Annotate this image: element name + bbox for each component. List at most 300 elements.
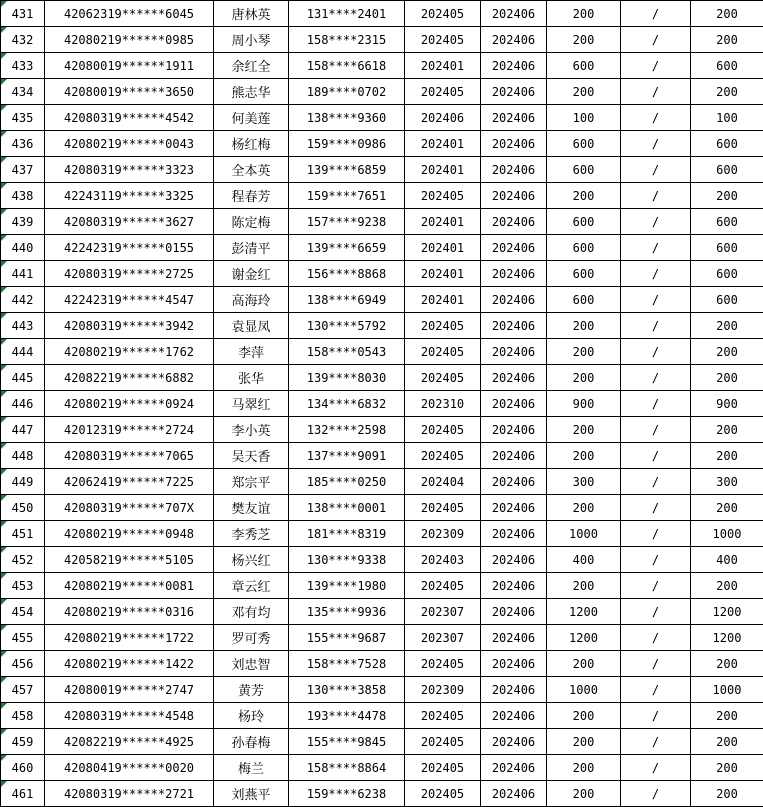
row-number-cell[interactable]: 461 [1, 781, 45, 807]
name-cell[interactable]: 杨红梅 [214, 131, 289, 157]
end-month-cell[interactable]: 202406 [481, 651, 547, 677]
table-body [1, 1, 763, 807]
name-cell[interactable]: 刘燕平 [214, 781, 289, 807]
row-number-cell[interactable]: 455 [1, 625, 45, 651]
name-cell[interactable]: 郑宗平 [214, 469, 289, 495]
amount-cell[interactable]: 200 [547, 781, 621, 807]
end-month-cell[interactable]: 202406 [481, 703, 547, 729]
id-number-cell[interactable]: 42080419******0020 [45, 755, 214, 781]
id-number-cell[interactable]: 42058219******5105 [45, 547, 214, 573]
separator-cell[interactable]: / [621, 781, 691, 807]
separator-cell[interactable]: / [621, 703, 691, 729]
phone-cell[interactable]: 181****8319 [289, 521, 405, 547]
separator-cell[interactable]: / [621, 53, 691, 79]
end-month-cell[interactable]: 202406 [481, 313, 547, 339]
name-cell[interactable]: 周小琴 [214, 27, 289, 53]
row-number-cell[interactable]: 449 [1, 469, 45, 495]
name-cell[interactable]: 黄芳 [214, 677, 289, 703]
row-number-cell[interactable]: 441 [1, 261, 45, 287]
id-number-cell[interactable]: 42080019******3650 [45, 79, 214, 105]
row-number-cell[interactable]: 458 [1, 703, 45, 729]
name-cell[interactable]: 谢金红 [214, 261, 289, 287]
table-row [1, 677, 763, 703]
row-number-cell[interactable]: 437 [1, 157, 45, 183]
row-number-cell[interactable]: 448 [1, 443, 45, 469]
end-month-cell[interactable]: 202406 [481, 599, 547, 625]
id-number-cell[interactable]: 42080319******2725 [45, 261, 214, 287]
id-number-cell[interactable]: 42080319******7065 [45, 443, 214, 469]
end-month-cell[interactable]: 202406 [481, 79, 547, 105]
row-number-cell[interactable]: 450 [1, 495, 45, 521]
row-number-cell[interactable]: 457 [1, 677, 45, 703]
separator-cell[interactable]: / [621, 391, 691, 417]
row-number-cell[interactable]: 456 [1, 651, 45, 677]
total-cell[interactable]: 200 [691, 365, 763, 391]
name-cell[interactable]: 李小英 [214, 417, 289, 443]
start-month-cell[interactable]: 202404 [405, 469, 481, 495]
name-cell[interactable]: 杨玲 [214, 703, 289, 729]
start-month-cell[interactable]: 202403 [405, 547, 481, 573]
phone-cell[interactable]: 157****9238 [289, 209, 405, 235]
row-number-cell[interactable]: 435 [1, 105, 45, 131]
start-month-cell[interactable]: 202405 [405, 183, 481, 209]
phone-cell[interactable]: 193****4478 [289, 703, 405, 729]
phone-cell[interactable]: 158****7528 [289, 651, 405, 677]
name-cell[interactable]: 余红全 [214, 53, 289, 79]
end-month-cell[interactable]: 202406 [481, 391, 547, 417]
name-cell[interactable]: 李秀芝 [214, 521, 289, 547]
end-month-cell[interactable]: 202406 [481, 53, 547, 79]
phone-cell[interactable]: 139****1980 [289, 573, 405, 599]
table-row [1, 781, 763, 807]
start-month-cell[interactable]: 202405 [405, 365, 481, 391]
separator-cell[interactable]: / [621, 625, 691, 651]
amount-cell[interactable]: 600 [547, 131, 621, 157]
amount-cell[interactable]: 1000 [547, 521, 621, 547]
amount-cell[interactable]: 600 [547, 261, 621, 287]
row-number-cell[interactable]: 443 [1, 313, 45, 339]
row-number-cell[interactable]: 445 [1, 365, 45, 391]
row-number-cell[interactable]: 459 [1, 729, 45, 755]
phone-cell[interactable]: 158****6618 [289, 53, 405, 79]
row-number-cell[interactable]: 433 [1, 53, 45, 79]
amount-cell[interactable]: 200 [547, 729, 621, 755]
id-number-cell[interactable]: 42080219******1762 [45, 339, 214, 365]
start-month-cell[interactable]: 202401 [405, 157, 481, 183]
amount-cell[interactable]: 600 [547, 235, 621, 261]
start-month-cell[interactable]: 202401 [405, 287, 481, 313]
amount-cell[interactable]: 200 [547, 1, 621, 27]
table-row [1, 183, 763, 209]
total-cell[interactable]: 600 [691, 209, 763, 235]
amount-cell[interactable]: 200 [547, 313, 621, 339]
row-number-cell[interactable]: 438 [1, 183, 45, 209]
amount-cell[interactable]: 300 [547, 469, 621, 495]
phone-cell[interactable]: 185****0250 [289, 469, 405, 495]
row-number-cell[interactable]: 442 [1, 287, 45, 313]
separator-cell[interactable]: / [621, 547, 691, 573]
end-month-cell[interactable]: 202406 [481, 755, 547, 781]
start-month-cell[interactable]: 202405 [405, 1, 481, 27]
id-number-cell[interactable]: 42242319******4547 [45, 287, 214, 313]
row-number-cell[interactable]: 436 [1, 131, 45, 157]
name-cell[interactable]: 杨兴红 [214, 547, 289, 573]
end-month-cell[interactable]: 202406 [481, 287, 547, 313]
separator-cell[interactable]: / [621, 417, 691, 443]
phone-cell[interactable]: 158****2315 [289, 27, 405, 53]
end-month-cell[interactable]: 202406 [481, 27, 547, 53]
start-month-cell[interactable]: 202406 [405, 105, 481, 131]
amount-cell[interactable]: 600 [547, 157, 621, 183]
separator-cell[interactable]: / [621, 443, 691, 469]
id-number-cell[interactable]: 42080219******0948 [45, 521, 214, 547]
name-cell[interactable]: 樊友谊 [214, 495, 289, 521]
amount-cell[interactable]: 200 [547, 443, 621, 469]
name-cell[interactable]: 全本英 [214, 157, 289, 183]
start-month-cell[interactable]: 202309 [405, 677, 481, 703]
phone-cell[interactable]: 155****9845 [289, 729, 405, 755]
phone-cell[interactable]: 159****6238 [289, 781, 405, 807]
end-month-cell[interactable]: 202406 [481, 547, 547, 573]
separator-cell[interactable]: / [621, 495, 691, 521]
row-number-cell[interactable]: 451 [1, 521, 45, 547]
end-month-cell[interactable]: 202406 [481, 261, 547, 287]
end-month-cell[interactable]: 202406 [481, 625, 547, 651]
phone-cell[interactable]: 138****0001 [289, 495, 405, 521]
total-cell[interactable]: 600 [691, 287, 763, 313]
id-number-cell[interactable]: 42080319******4548 [45, 703, 214, 729]
total-cell[interactable]: 200 [691, 339, 763, 365]
total-cell[interactable]: 200 [691, 1, 763, 27]
phone-cell[interactable]: 156****8868 [289, 261, 405, 287]
table-row [1, 625, 763, 651]
separator-cell[interactable]: / [621, 677, 691, 703]
start-month-cell[interactable]: 202405 [405, 781, 481, 807]
separator-cell[interactable]: / [621, 235, 691, 261]
id-number-cell[interactable]: 42062319******6045 [45, 1, 214, 27]
amount-cell[interactable]: 200 [547, 417, 621, 443]
end-month-cell[interactable]: 202406 [481, 469, 547, 495]
amount-cell[interactable]: 1000 [547, 677, 621, 703]
id-number-cell[interactable]: 42080219******0316 [45, 599, 214, 625]
separator-cell[interactable]: / [621, 183, 691, 209]
name-cell[interactable]: 程春芳 [214, 183, 289, 209]
total-cell[interactable]: 200 [691, 183, 763, 209]
separator-cell[interactable]: / [621, 79, 691, 105]
name-cell[interactable]: 罗可秀 [214, 625, 289, 651]
table-row [1, 495, 763, 521]
end-month-cell[interactable]: 202406 [481, 781, 547, 807]
phone-cell[interactable]: 138****6949 [289, 287, 405, 313]
total-cell[interactable]: 600 [691, 157, 763, 183]
end-month-cell[interactable]: 202406 [481, 417, 547, 443]
table-row [1, 651, 763, 677]
id-number-cell[interactable]: 42080319******707X [45, 495, 214, 521]
table-row [1, 547, 763, 573]
total-cell[interactable]: 200 [691, 79, 763, 105]
total-cell[interactable]: 1000 [691, 521, 763, 547]
phone-cell[interactable]: 134****6832 [289, 391, 405, 417]
table-row [1, 235, 763, 261]
separator-cell[interactable]: / [621, 573, 691, 599]
name-cell[interactable]: 何美莲 [214, 105, 289, 131]
id-number-cell[interactable]: 42080319******4542 [45, 105, 214, 131]
total-cell[interactable]: 1200 [691, 599, 763, 625]
table-row [1, 1, 763, 27]
id-number-cell[interactable]: 42080219******1422 [45, 651, 214, 677]
table-row [1, 131, 763, 157]
separator-cell[interactable]: / [621, 339, 691, 365]
phone-cell[interactable]: 139****6659 [289, 235, 405, 261]
total-cell[interactable]: 1200 [691, 625, 763, 651]
name-cell[interactable]: 袁显凤 [214, 313, 289, 339]
total-cell[interactable]: 600 [691, 131, 763, 157]
total-cell[interactable]: 200 [691, 729, 763, 755]
amount-cell[interactable]: 200 [547, 339, 621, 365]
end-month-cell[interactable]: 202406 [481, 1, 547, 27]
id-number-cell[interactable]: 42080319******3323 [45, 157, 214, 183]
row-number-cell[interactable]: 453 [1, 573, 45, 599]
name-cell[interactable]: 陈定梅 [214, 209, 289, 235]
separator-cell[interactable]: / [621, 261, 691, 287]
total-cell[interactable]: 600 [691, 235, 763, 261]
amount-cell[interactable]: 600 [547, 209, 621, 235]
name-cell[interactable]: 张华 [214, 365, 289, 391]
row-number-cell[interactable]: 454 [1, 599, 45, 625]
start-month-cell[interactable]: 202405 [405, 417, 481, 443]
start-month-cell[interactable]: 202401 [405, 235, 481, 261]
end-month-cell[interactable]: 202406 [481, 131, 547, 157]
start-month-cell[interactable]: 202307 [405, 625, 481, 651]
end-month-cell[interactable]: 202406 [481, 365, 547, 391]
id-number-cell[interactable]: 42242319******0155 [45, 235, 214, 261]
id-number-cell[interactable]: 42080219******0985 [45, 27, 214, 53]
end-month-cell[interactable]: 202406 [481, 573, 547, 599]
name-cell[interactable]: 刘忠智 [214, 651, 289, 677]
id-number-cell[interactable]: 42080219******0924 [45, 391, 214, 417]
phone-cell[interactable]: 155****9687 [289, 625, 405, 651]
start-month-cell[interactable]: 202405 [405, 573, 481, 599]
row-number-cell[interactable]: 440 [1, 235, 45, 261]
start-month-cell[interactable]: 202401 [405, 131, 481, 157]
table-row [1, 573, 763, 599]
separator-cell[interactable]: / [621, 287, 691, 313]
start-month-cell[interactable]: 202405 [405, 729, 481, 755]
separator-cell[interactable]: / [621, 651, 691, 677]
id-number-cell[interactable]: 42082219******4925 [45, 729, 214, 755]
table-row [1, 729, 763, 755]
separator-cell[interactable]: / [621, 209, 691, 235]
phone-cell[interactable]: 137****9091 [289, 443, 405, 469]
phone-cell[interactable]: 159****7651 [289, 183, 405, 209]
end-month-cell[interactable]: 202406 [481, 521, 547, 547]
total-cell[interactable]: 200 [691, 417, 763, 443]
name-cell[interactable]: 吴天香 [214, 443, 289, 469]
table-row [1, 443, 763, 469]
phone-cell[interactable]: 139****8030 [289, 365, 405, 391]
start-month-cell[interactable]: 202405 [405, 703, 481, 729]
amount-cell[interactable]: 600 [547, 287, 621, 313]
start-month-cell[interactable]: 202405 [405, 651, 481, 677]
amount-cell[interactable]: 200 [547, 573, 621, 599]
start-month-cell[interactable]: 202401 [405, 53, 481, 79]
name-cell[interactable]: 马翠红 [214, 391, 289, 417]
start-month-cell[interactable]: 202309 [405, 521, 481, 547]
amount-cell[interactable]: 1200 [547, 625, 621, 651]
start-month-cell[interactable]: 202401 [405, 209, 481, 235]
amount-cell[interactable]: 200 [547, 183, 621, 209]
separator-cell[interactable]: / [621, 27, 691, 53]
end-month-cell[interactable]: 202406 [481, 443, 547, 469]
name-cell[interactable]: 孙春梅 [214, 729, 289, 755]
name-cell[interactable]: 章云红 [214, 573, 289, 599]
separator-cell[interactable]: / [621, 755, 691, 781]
table-row [1, 703, 763, 729]
total-cell[interactable]: 400 [691, 547, 763, 573]
phone-cell[interactable]: 135****9936 [289, 599, 405, 625]
table-row [1, 287, 763, 313]
row-number-cell[interactable]: 447 [1, 417, 45, 443]
amount-cell[interactable]: 200 [547, 703, 621, 729]
id-number-cell[interactable]: 42080019******1911 [45, 53, 214, 79]
amount-cell[interactable]: 1200 [547, 599, 621, 625]
amount-cell[interactable]: 900 [547, 391, 621, 417]
end-month-cell[interactable]: 202406 [481, 183, 547, 209]
phone-cell[interactable]: 130****9338 [289, 547, 405, 573]
total-cell[interactable]: 200 [691, 443, 763, 469]
phone-cell[interactable]: 189****0702 [289, 79, 405, 105]
table-row [1, 209, 763, 235]
id-number-cell[interactable]: 42080319******2721 [45, 781, 214, 807]
id-number-cell[interactable]: 42080219******1722 [45, 625, 214, 651]
end-month-cell[interactable]: 202406 [481, 495, 547, 521]
end-month-cell[interactable]: 202406 [481, 677, 547, 703]
id-number-cell[interactable]: 42080319******3627 [45, 209, 214, 235]
name-cell[interactable]: 邓有均 [214, 599, 289, 625]
table-row [1, 469, 763, 495]
end-month-cell[interactable]: 202406 [481, 339, 547, 365]
amount-cell[interactable]: 200 [547, 27, 621, 53]
id-number-cell[interactable]: 42243119******3325 [45, 183, 214, 209]
start-month-cell[interactable]: 202405 [405, 443, 481, 469]
row-number-cell[interactable]: 452 [1, 547, 45, 573]
separator-cell[interactable]: / [621, 365, 691, 391]
table-row [1, 105, 763, 131]
table-row [1, 417, 763, 443]
total-cell[interactable]: 100 [691, 105, 763, 131]
separator-cell[interactable]: / [621, 131, 691, 157]
id-number-cell[interactable]: 42080019******2747 [45, 677, 214, 703]
start-month-cell[interactable]: 202405 [405, 495, 481, 521]
id-number-cell[interactable]: 42080219******0081 [45, 573, 214, 599]
total-cell[interactable]: 900 [691, 391, 763, 417]
name-cell[interactable]: 梅兰 [214, 755, 289, 781]
separator-cell[interactable]: / [621, 521, 691, 547]
start-month-cell[interactable]: 202405 [405, 27, 481, 53]
name-cell[interactable]: 唐林英 [214, 1, 289, 27]
end-month-cell[interactable]: 202406 [481, 157, 547, 183]
separator-cell[interactable]: / [621, 1, 691, 27]
phone-cell[interactable]: 158****8864 [289, 755, 405, 781]
amount-cell[interactable]: 200 [547, 651, 621, 677]
total-cell[interactable]: 600 [691, 53, 763, 79]
separator-cell[interactable]: / [621, 157, 691, 183]
row-number-cell[interactable]: 431 [1, 1, 45, 27]
end-month-cell[interactable]: 202406 [481, 729, 547, 755]
phone-cell[interactable]: 131****2401 [289, 1, 405, 27]
separator-cell[interactable]: / [621, 729, 691, 755]
separator-cell[interactable]: / [621, 105, 691, 131]
total-cell[interactable]: 200 [691, 755, 763, 781]
phone-cell[interactable]: 130****5792 [289, 313, 405, 339]
start-month-cell[interactable]: 202307 [405, 599, 481, 625]
amount-cell[interactable]: 200 [547, 79, 621, 105]
id-number-cell[interactable]: 42080219******0043 [45, 131, 214, 157]
phone-cell[interactable]: 132****2598 [289, 417, 405, 443]
total-cell[interactable]: 200 [691, 313, 763, 339]
end-month-cell[interactable]: 202406 [481, 105, 547, 131]
name-cell[interactable]: 李萍 [214, 339, 289, 365]
start-month-cell[interactable]: 202405 [405, 313, 481, 339]
phone-cell[interactable]: 130****3858 [289, 677, 405, 703]
row-number-cell[interactable]: 432 [1, 27, 45, 53]
id-number-cell[interactable]: 42082219******6882 [45, 365, 214, 391]
phone-cell[interactable]: 139****6859 [289, 157, 405, 183]
amount-cell[interactable]: 200 [547, 755, 621, 781]
end-month-cell[interactable]: 202406 [481, 235, 547, 261]
total-cell[interactable]: 200 [691, 495, 763, 521]
total-cell[interactable]: 200 [691, 573, 763, 599]
total-cell[interactable]: 200 [691, 651, 763, 677]
total-cell[interactable]: 600 [691, 261, 763, 287]
name-cell[interactable]: 彭清平 [214, 235, 289, 261]
total-cell[interactable]: 300 [691, 469, 763, 495]
phone-cell[interactable]: 158****0543 [289, 339, 405, 365]
phone-cell[interactable]: 138****9360 [289, 105, 405, 131]
amount-cell[interactable]: 400 [547, 547, 621, 573]
table-row [1, 391, 763, 417]
start-month-cell[interactable]: 202405 [405, 79, 481, 105]
start-month-cell[interactable]: 202405 [405, 755, 481, 781]
row-number-cell[interactable]: 460 [1, 755, 45, 781]
total-cell[interactable]: 200 [691, 781, 763, 807]
row-number-cell[interactable]: 434 [1, 79, 45, 105]
amount-cell[interactable]: 200 [547, 365, 621, 391]
id-number-cell[interactable]: 42080319******3942 [45, 313, 214, 339]
total-cell[interactable]: 200 [691, 27, 763, 53]
separator-cell[interactable]: / [621, 599, 691, 625]
row-number-cell[interactable]: 439 [1, 209, 45, 235]
amount-cell[interactable]: 100 [547, 105, 621, 131]
row-number-cell[interactable]: 446 [1, 391, 45, 417]
id-number-cell[interactable]: 42012319******2724 [45, 417, 214, 443]
id-number-cell[interactable]: 42062419******7225 [45, 469, 214, 495]
phone-cell[interactable]: 159****0986 [289, 131, 405, 157]
name-cell[interactable]: 高海玲 [214, 287, 289, 313]
amount-cell[interactable]: 200 [547, 495, 621, 521]
separator-cell[interactable]: / [621, 313, 691, 339]
separator-cell[interactable]: / [621, 469, 691, 495]
end-month-cell[interactable]: 202406 [481, 209, 547, 235]
amount-cell[interactable]: 600 [547, 53, 621, 79]
start-month-cell[interactable]: 202405 [405, 339, 481, 365]
start-month-cell[interactable]: 202310 [405, 391, 481, 417]
row-number-cell[interactable]: 444 [1, 339, 45, 365]
start-month-cell[interactable]: 202401 [405, 261, 481, 287]
total-cell[interactable]: 1000 [691, 677, 763, 703]
total-cell[interactable]: 200 [691, 703, 763, 729]
name-cell[interactable]: 熊志华 [214, 79, 289, 105]
